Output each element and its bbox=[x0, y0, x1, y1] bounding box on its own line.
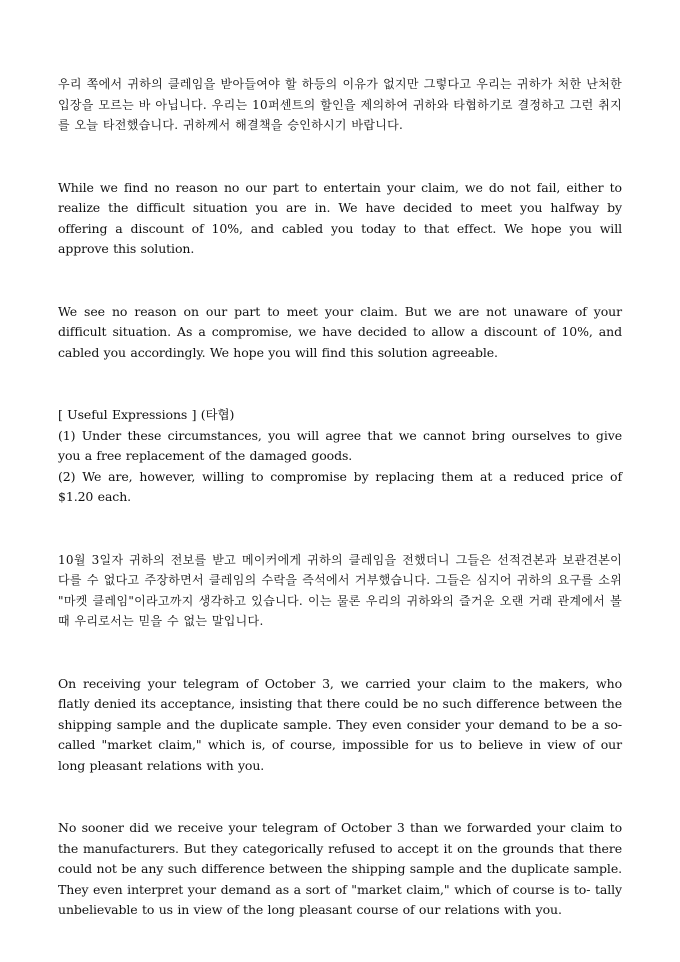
document-page bbox=[58, 74, 622, 921]
paragraph-english-compromise-1: While we find no reason no our part to entertain your claim, we do not fail, either to realize the difficult situation you are in. We have decided to meet you halfway by offering a discount of 10%, and cabled you today to that effect. We hope you will approve this solution. bbox=[58, 179, 622, 256]
spacer bbox=[58, 136, 622, 178]
useful-expressions-heading: [ Useful Expressions ] (타협) bbox=[58, 407, 235, 422]
spacer bbox=[58, 632, 622, 674]
useful-expression-item: (1) Under these circumstances, you will agree that we cannot bring ourselves to give you a free replacement of the damaged goods. bbox=[58, 427, 622, 463]
useful-expression-item: (2) We are, however, willing to compromise by replacing them at a reduced price of $1.20 each. bbox=[58, 468, 622, 504]
spacer bbox=[58, 260, 622, 302]
paragraph-korean-compromise: 우리 쪽에서 귀하의 클레임을 받아들여야 할 하등의 이유가 없지만 그렇다고 우리는 귀하가 처한 난처한 입장을 모르는 바 아닙니다. 우리는 10퍼센트의 할인을 제의하여 귀하와 타협하기로 결정하고 그런 취지를 오늘 타전했습니다. 귀하께서 해결책을 승인하시기 바랍니다. bbox=[58, 77, 622, 132]
paragraph-korean-claim-rejected: 10월 3일자 귀하의 전보를 받고 메이커에게 귀하의 클레임을 전했더니 그들은 선적견본과 보관견본이 다를 수 없다고 주장하면서 클레임의 수락을 즉석에서 거부했습니다. 그들은 심지어 귀하의 요구를 소위 "마켓 클레임"이라고까지 생각하고 있습니다. 이는 물론 우리의 귀하와의 즐거운 오랜 거래 관계에서 볼 때 우리로서는 믿을 수 없는 말입니다. bbox=[58, 552, 622, 628]
paragraph-english-claim-rejected-1: On receiving your telegram of October 3, we carried your claim to the makers, who flatly denied its acceptance, insisting that there could be no such difference between the shipping sample and the duplicate sample. They even consider your demand to be a so-called "market claim," which is, of course, impossible for us to believe in view of our long pleasant relations with you. bbox=[58, 675, 622, 773]
spacer bbox=[58, 776, 622, 818]
paragraph-english-claim-rejected-2: No sooner did we receive your telegram of October 3 than we forwarded your claim to the manufacturers. But they categorically refused to accept it on the grounds that there could not be any such difference between the shipping sample and the duplicate sample. They even interpret your demand as a sort of "market claim," which of course is to- tally unbelievable to us in view of the long pleasant course of our relations with you. bbox=[58, 820, 622, 917]
paragraph-english-compromise-2: We see no reason on our part to meet your claim. But we are not unaware of your difficult situation. As a compromise, we have decided to allow a discount of 10%, and cabled you accordingly. We hope you will find this solution agreeable. bbox=[58, 303, 622, 360]
useful-expressions-section bbox=[58, 405, 622, 508]
spacer bbox=[58, 363, 622, 405]
spacer bbox=[58, 508, 622, 550]
